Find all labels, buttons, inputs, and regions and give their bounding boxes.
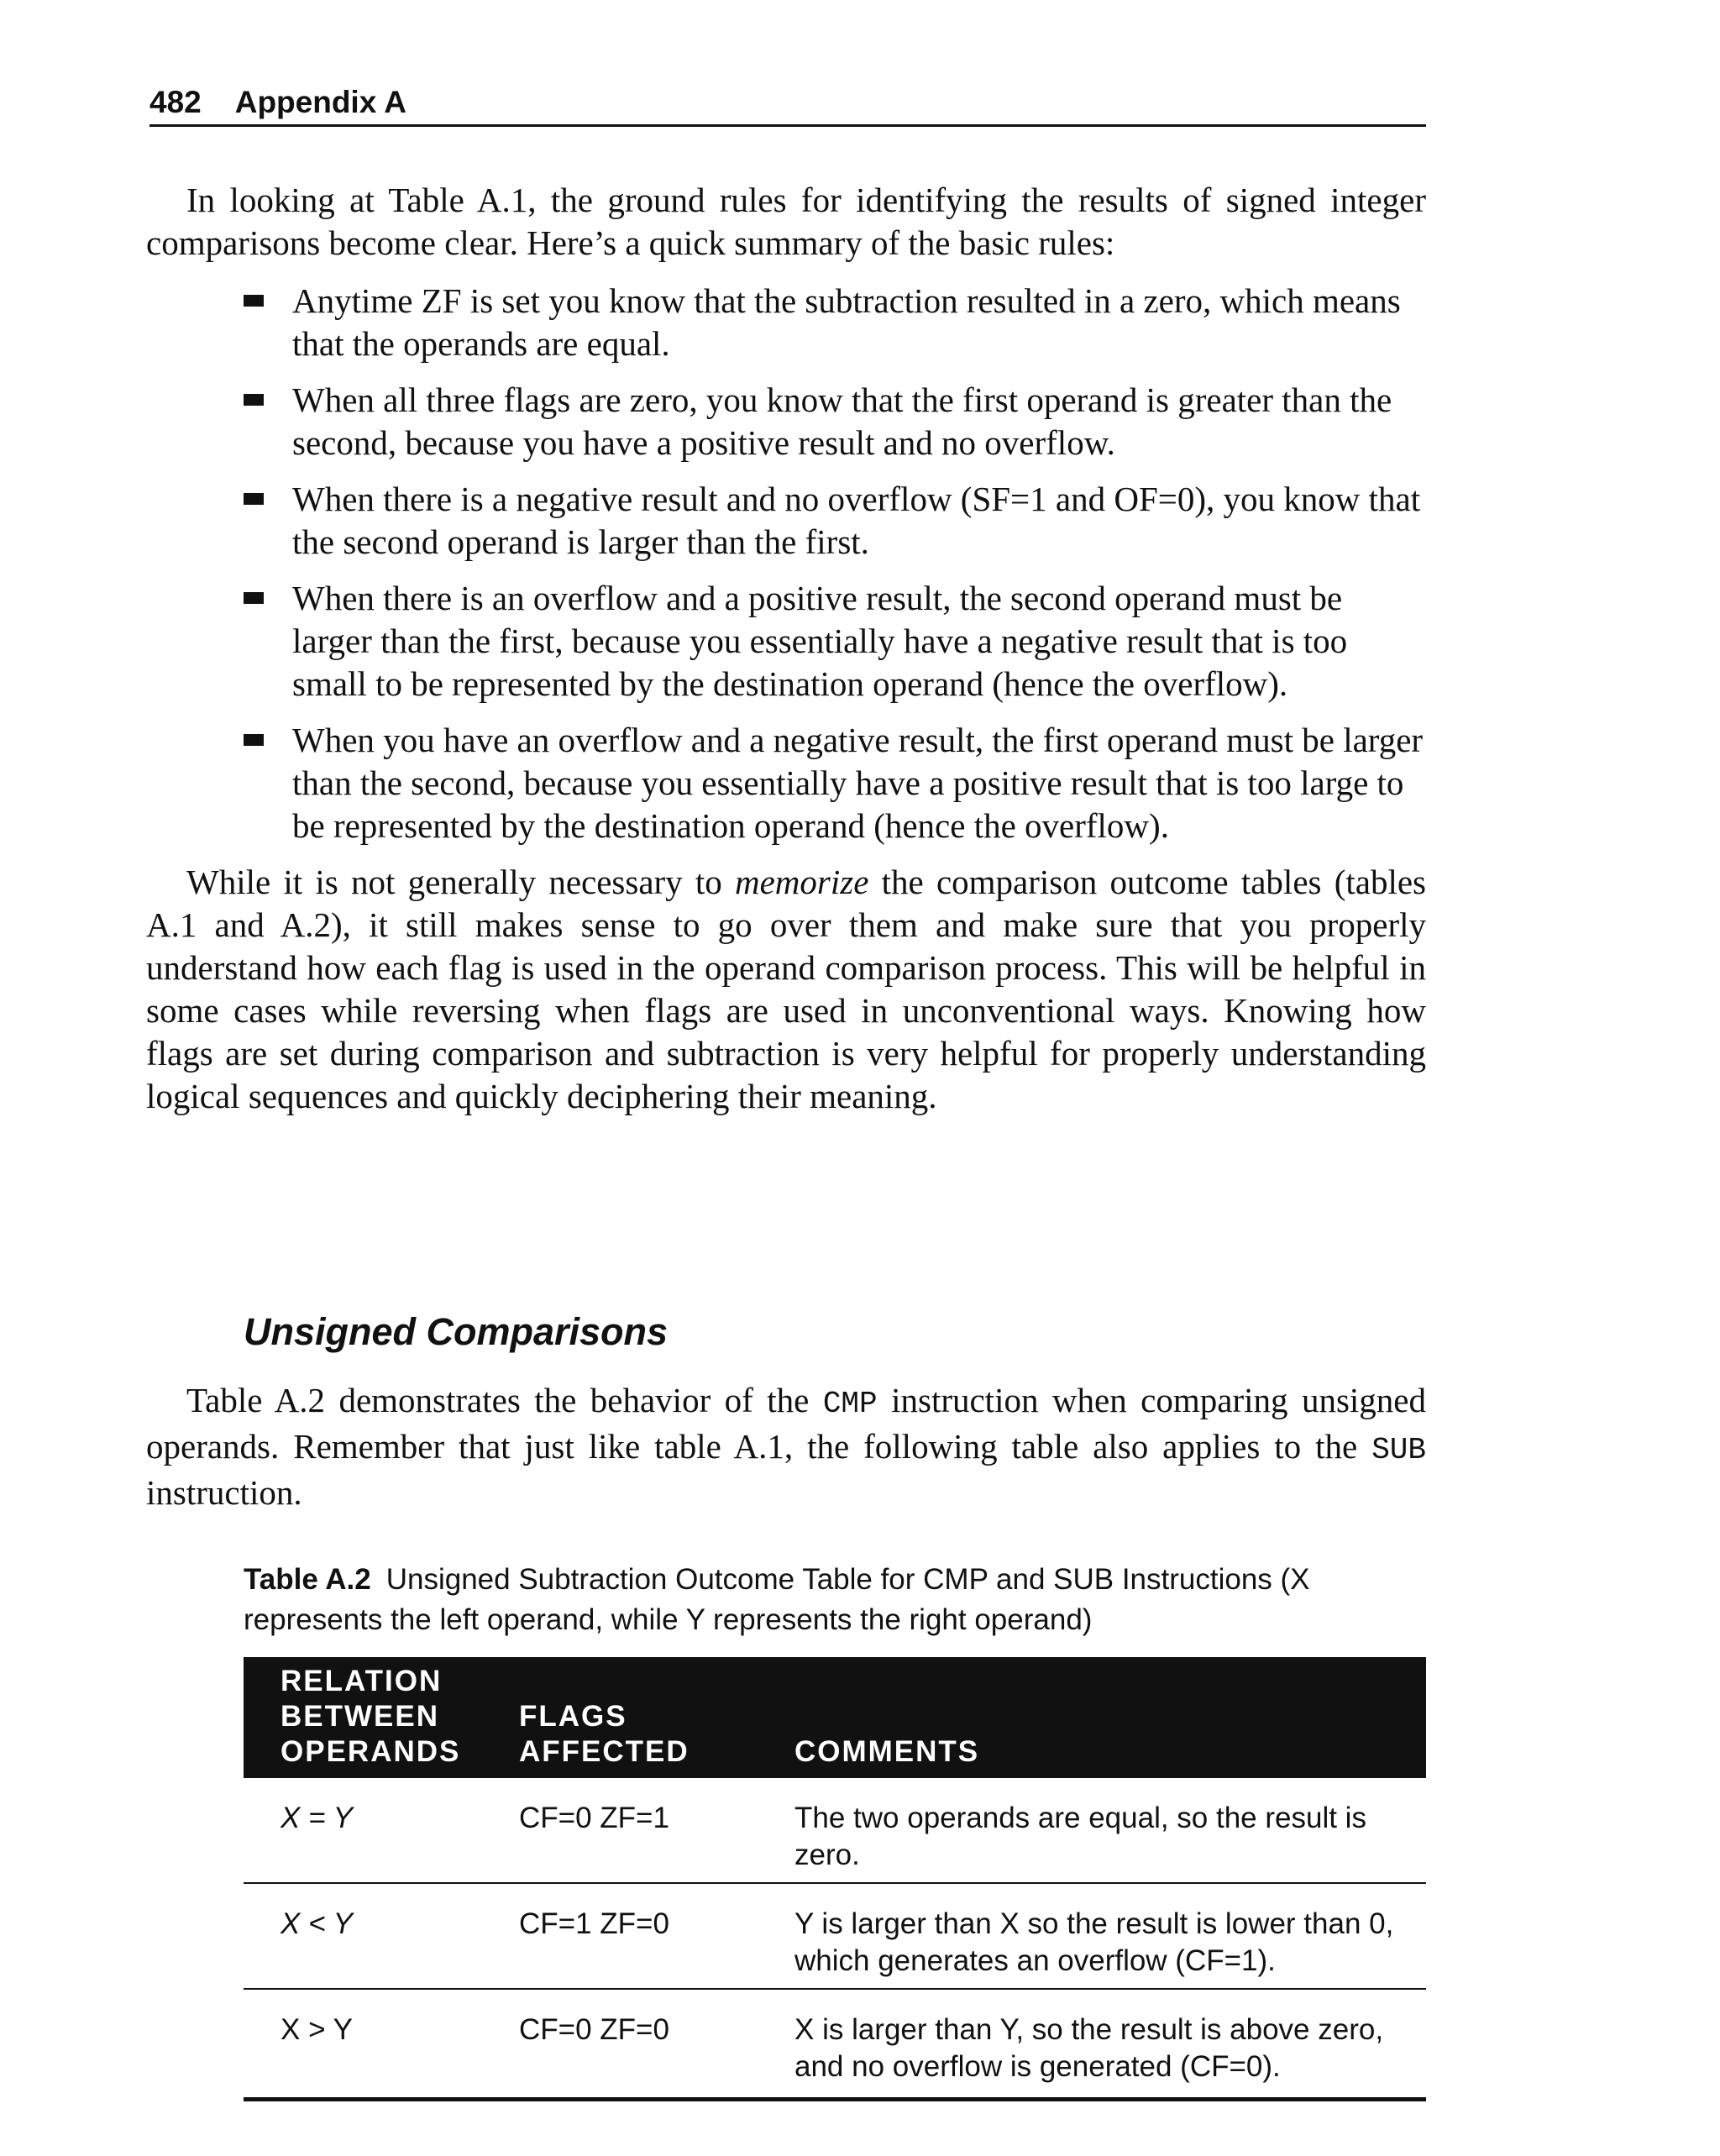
bullet-square-icon <box>244 394 264 406</box>
header-relation: RELATION BETWEEN OPERANDS <box>281 1665 461 1768</box>
code-cmp: CMP <box>822 1387 878 1421</box>
list-item <box>205 280 1426 365</box>
header-flags: FLAGS AFFECTED <box>519 1700 690 1768</box>
section-text-part1: Table A.2 demonstrates the behavior of the <box>186 1381 823 1419</box>
caption-text: Unsigned Subtraction Outcome Table for CMP and SUB Instructions (X represents the left operand, while Y represents the right operand) <box>244 1563 1310 1636</box>
flags-cell: CF=0 ZF=1 <box>482 1778 758 1883</box>
flags-cell: CF=0 ZF=0 <box>519 2013 669 2046</box>
relation-cell: X < Y <box>244 1883 482 1989</box>
rule-text: Anytime ZF is set you know that the subtraction resulted in a zero, which means that the operands are equal. <box>292 281 1401 363</box>
outcome-table <box>244 1657 1426 2101</box>
list-item <box>205 478 1426 564</box>
table-row <box>244 1883 1426 1989</box>
main-text <box>146 179 1426 1118</box>
table-row <box>244 1778 1426 1883</box>
comment-cell: Y is larger than X so the result is lower than 0, which generates an overflow (CF=1). <box>758 1883 1426 1989</box>
comment-cell: The two operands are equal, so the result is zero. <box>758 1778 1426 1883</box>
code-sub: SUB <box>1371 1433 1426 1467</box>
bullet-square-icon <box>244 493 264 505</box>
header-comments: COMMENTS <box>794 1735 980 1768</box>
list-item <box>205 719 1426 847</box>
rule-text: When all three flags are zero, you know that the first operand is greater than the second, because you have a positive result and no overflow. <box>292 380 1392 462</box>
section-heading: Unsigned Comparisons <box>244 1310 669 1353</box>
page-number: 482 <box>149 85 202 119</box>
flags-cell: CF=1 ZF=0 <box>482 1883 758 1989</box>
relation-cell: X = Y <box>244 1778 482 1883</box>
section-text <box>146 1379 1426 1514</box>
memorize-text-before: While it is not generally necessary to <box>186 863 735 901</box>
intro-paragraph: In looking at Table A.1, the ground rules for identifying the results of signed integer comparisons become clear. Here’s a quick summary of the basic rules: <box>146 181 1426 262</box>
relation-cell: X > Y <box>281 2013 353 2046</box>
section-text-part3: instruction. <box>146 1473 302 1512</box>
running-header <box>149 81 1426 127</box>
rule-text: When there is a negative result and no overflow (SF=1 and OF=0), you know that the second operand is larger than the first. <box>292 480 1421 561</box>
table-header-row <box>244 1657 1426 1778</box>
memorize-paragraph <box>146 861 1426 1118</box>
bullet-square-icon <box>244 592 264 604</box>
list-item <box>205 379 1426 464</box>
bullet-square-icon <box>244 734 264 746</box>
table-caption <box>244 1560 1426 1640</box>
running-title: Appendix A <box>234 85 406 119</box>
list-item <box>205 577 1426 706</box>
table-row <box>244 1989 1426 2097</box>
memorize-emphasis: memorize <box>735 863 869 901</box>
rules-list <box>244 280 1426 847</box>
caption-label: Table A.2 <box>244 1563 371 1596</box>
rule-text: When you have an overflow and a negative result, the first operand must be larger than the second, because you essentially have a positive result that is too large to be represented by the destination operand (hence the overflow). <box>292 721 1424 845</box>
comment-cell: X is larger than Y, so the result is above zero, and no overflow is generated (CF=0). <box>794 2013 1384 2083</box>
section-paragraph <box>146 1379 1426 1514</box>
section-text-part2: instruction when comparing unsigned operands. Remember that just like table A.1, the following table also applies to the <box>146 1381 1426 1466</box>
memorize-text-after: the comparison outcome tables (tables A.1 and A.2), it still makes sense to go over them and make sure that you properly understand how each flag is used in the operand comparison process. This will be helpful in some cases while reversing when flags are used in unconventional ways. Knowing how flags are set during comparison and subtraction is very helpful for properly understanding logical sequences and quickly deciphering their meaning. <box>146 863 1426 1115</box>
rule-text: When there is an overflow and a positive result, the second operand must be larger than the first, because you essentially have a negative result that is too small to be represented by the destination operand (hence the overflow). <box>292 579 1348 703</box>
bullet-square-icon <box>244 295 264 307</box>
